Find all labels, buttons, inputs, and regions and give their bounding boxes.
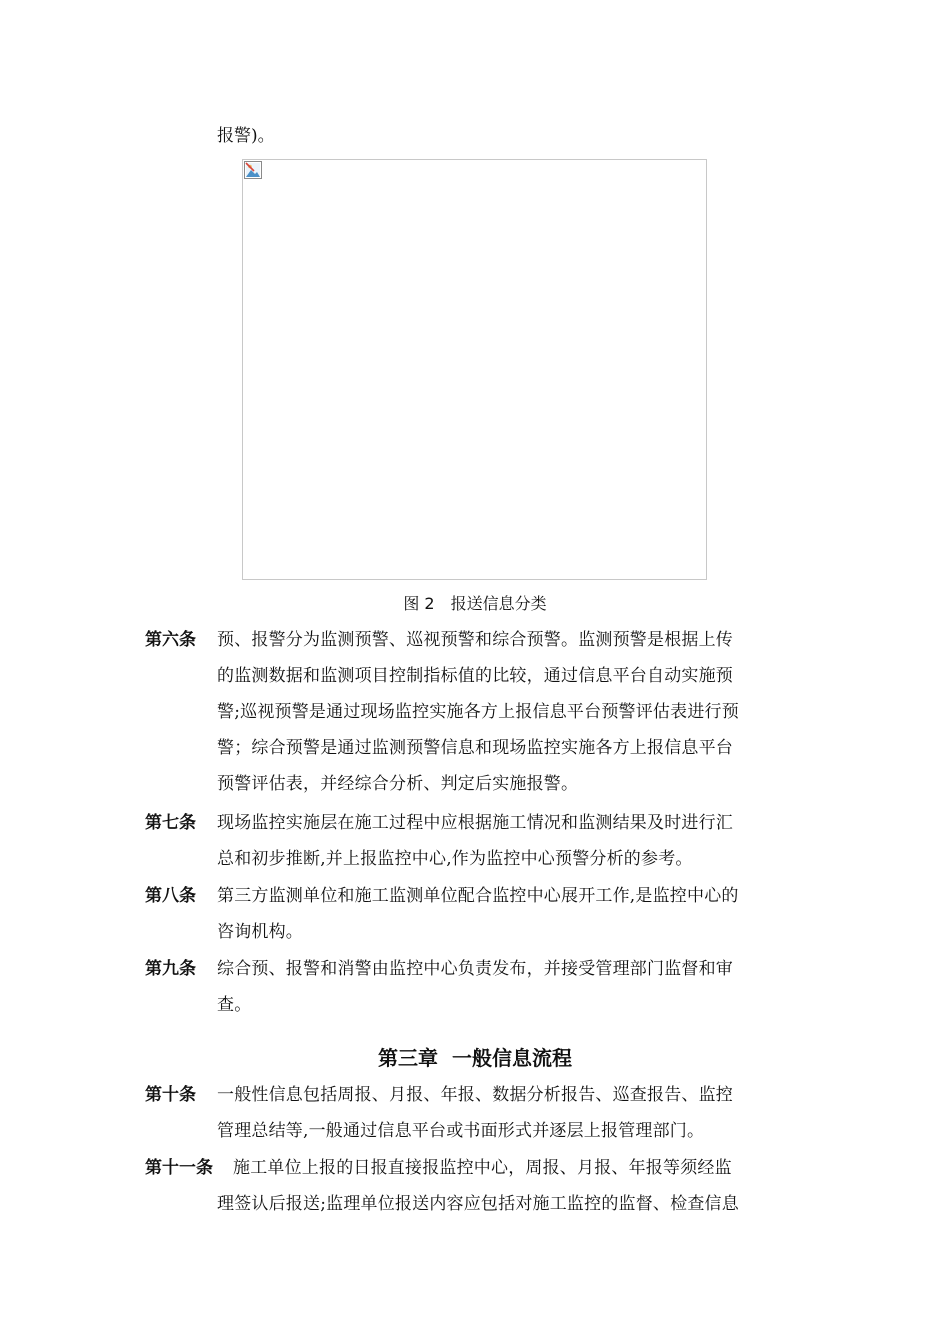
article-line: 查。 [217,995,252,1015]
article-line: 施工单位上报的日报直接报监控中心，周报、月报、年报等须经监 [233,1158,732,1178]
chapter-number: 第三章 [378,1046,438,1070]
article-line: 总和初步推断,并上报监控中心,作为监控中心预警分析的参考。 [217,849,693,869]
broken-image-icon [244,161,262,179]
article-label: 第九条 [145,959,196,979]
chapter-title [0,1043,950,1073]
article-line: 现场监控实施层在施工过程中应根据施工情况和监测结果及时进行汇 [217,813,733,833]
article-line: 综合预、报警和消警由监控中心负责发布，并接受管理部门监督和审 [217,959,733,979]
article-label: 第八条 [145,886,196,906]
figure-caption [0,592,950,616]
intro-text: 报警)。 [217,126,275,146]
article-label: 第十条 [145,1085,196,1105]
chapter-name: 一般信息流程 [452,1046,572,1070]
article-line: 预警评估表，并经综合分析、判定后实施报警。 [217,774,579,794]
article-label: 第七条 [145,813,196,833]
figure-image-placeholder [242,159,707,580]
article-line: 管理总结等,一般通过信息平台或书面形式并逐层上报管理部门。 [217,1121,705,1141]
article-label: 第六条 [145,630,196,650]
article-line: 第三方监测单位和施工监测单位配合监控中心展开工作,是监控中心的 [217,886,739,906]
article-line: 一般性信息包括周报、月报、年报、数据分析报告、巡查报告、监控 [217,1085,733,1105]
article-line: 理签认后报送;监理单位报送内容应包括对施工监控的监督、检查信息 [217,1194,739,1214]
article-line: 预、报警分为监测预警、巡视预警和综合预警。监测预警是根据上传 [217,630,733,650]
article-line: 咨询机构。 [217,922,303,942]
article-line: 警；综合预警是通过监测预警信息和现场监控实施各方上报信息平台 [217,738,733,758]
figure-title: 报送信息分类 [450,594,547,613]
article-line: 警;巡视预警是通过现场监控实施各方上报信息平台预警评估表进行预 [217,702,739,722]
article-line: 的监测数据和监测项目控制指标值的比较，通过信息平台自动实施预 [217,666,733,686]
article-label: 第十一条 [145,1158,213,1178]
figure-number: 图 2 [403,594,435,613]
